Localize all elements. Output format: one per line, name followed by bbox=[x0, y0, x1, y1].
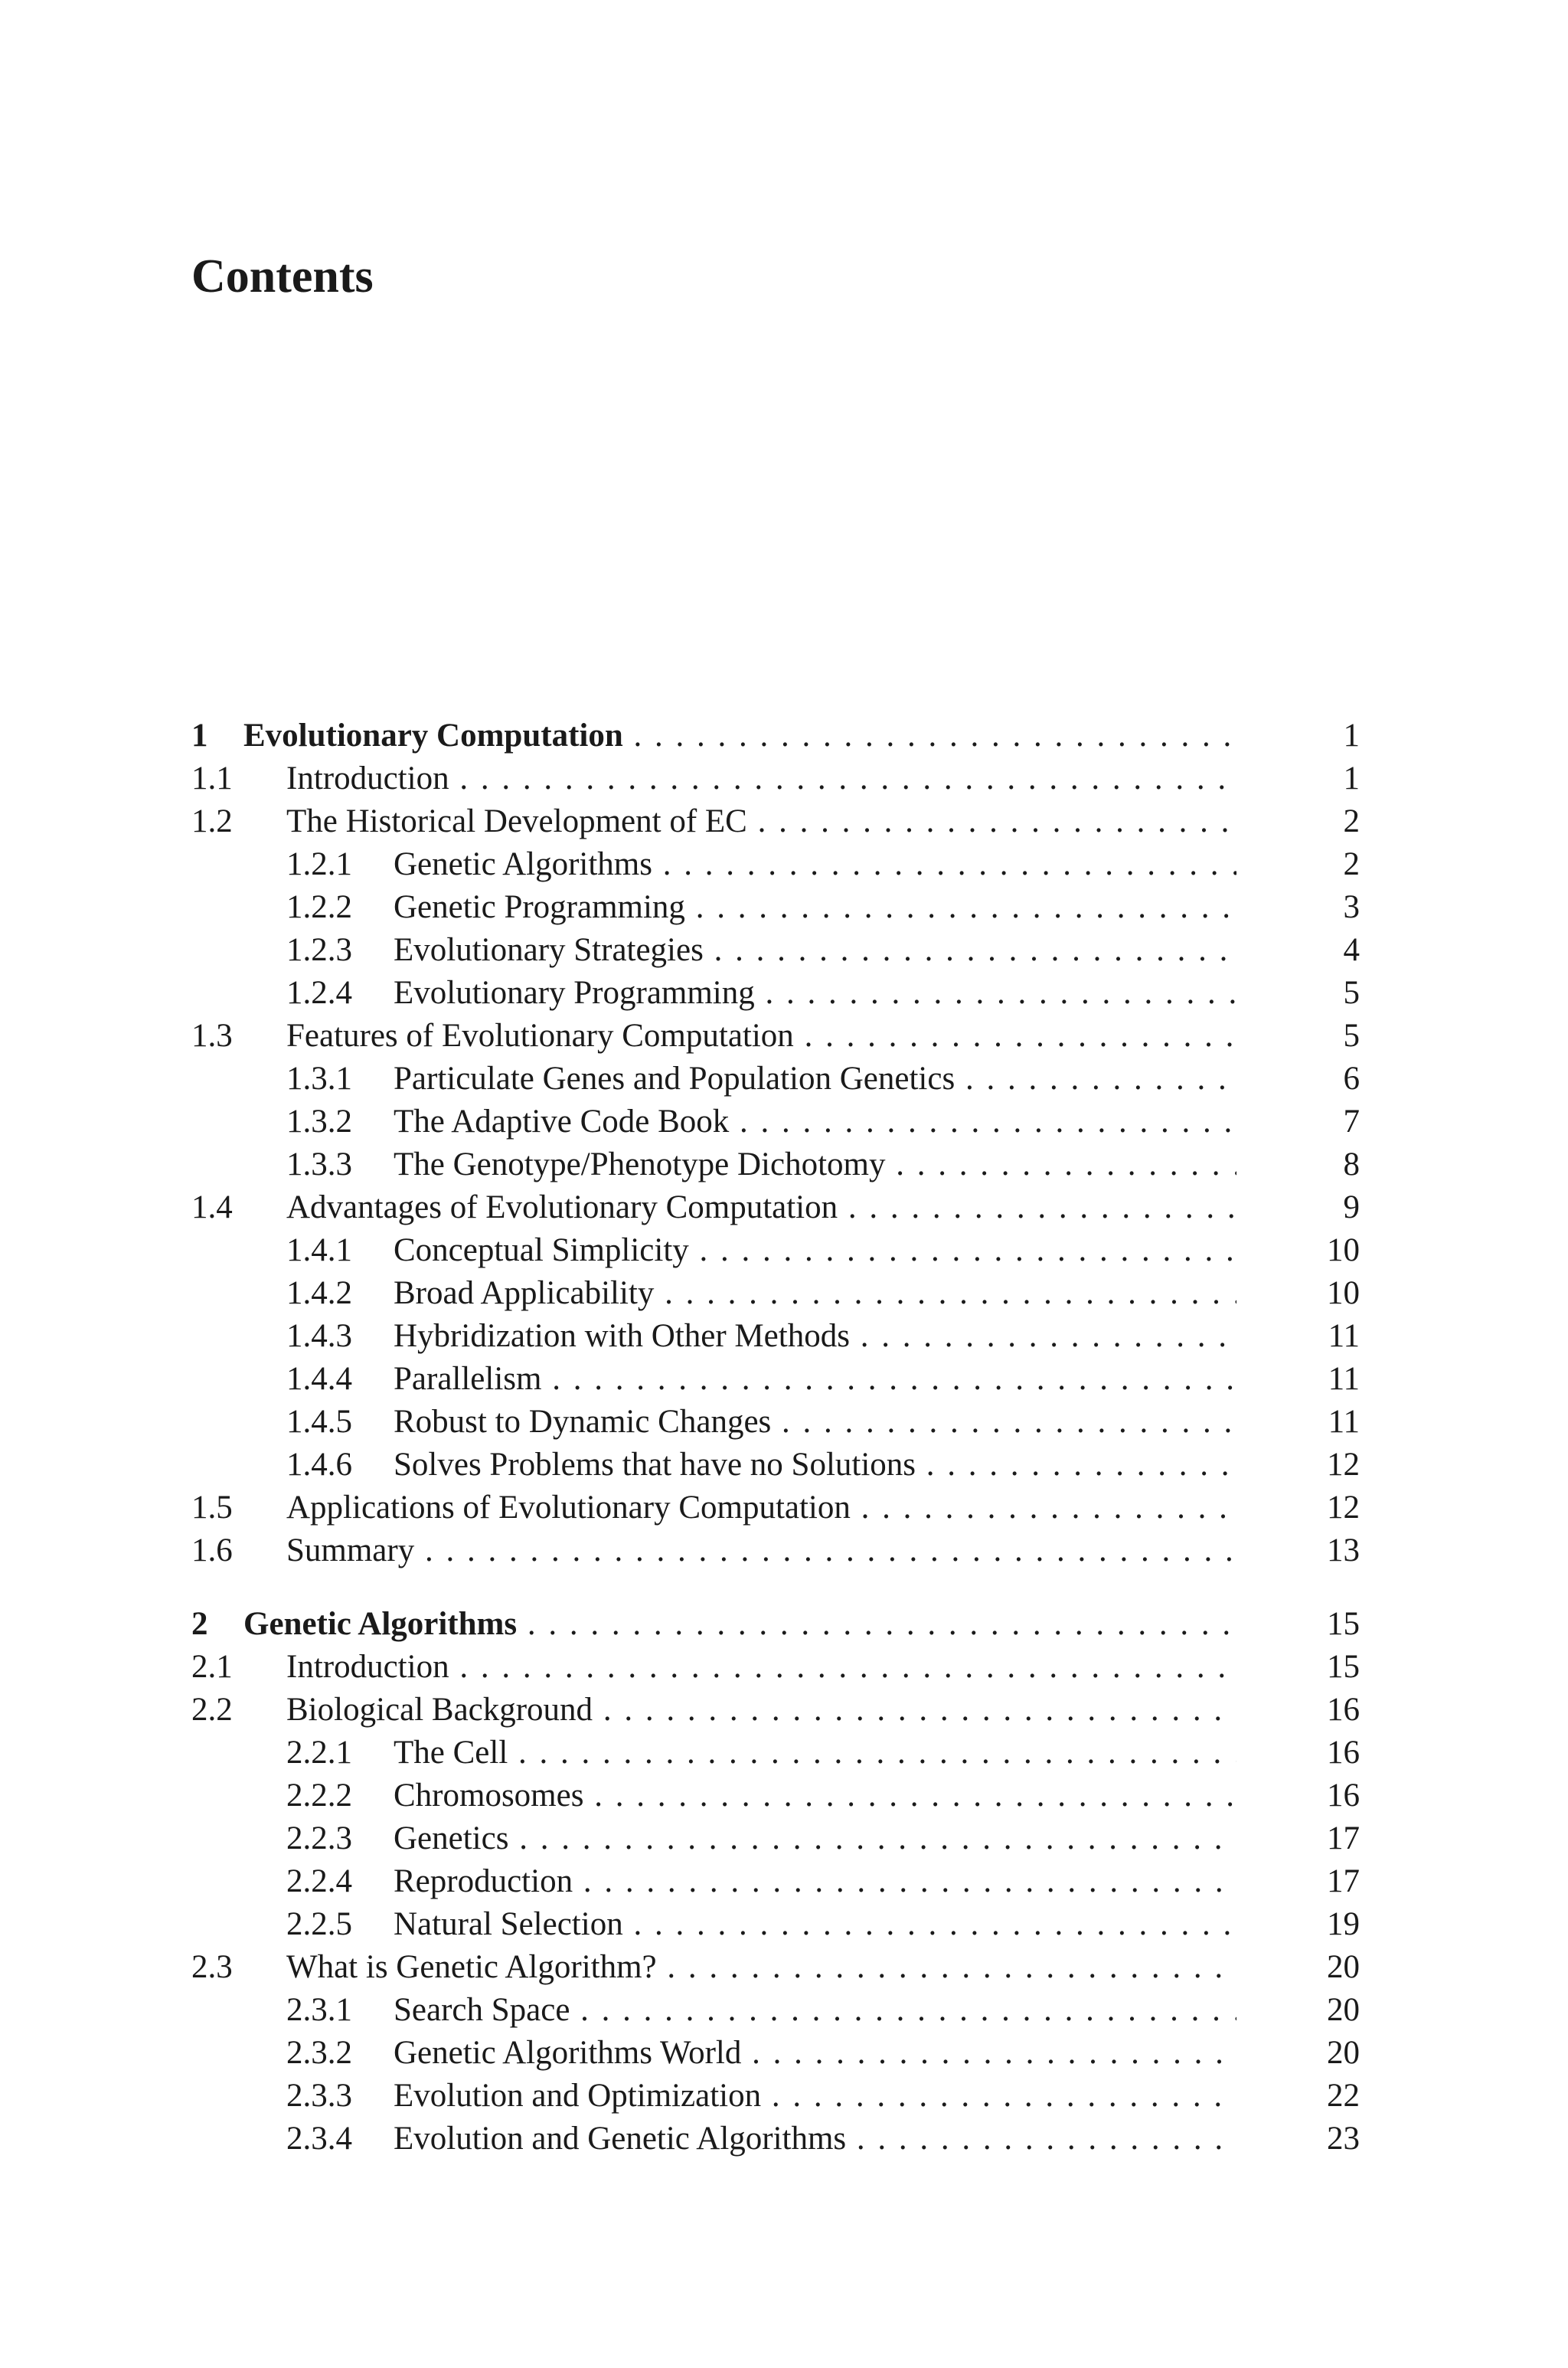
toc-subsection-row[interactable] bbox=[191, 929, 1370, 972]
toc-entry-title: Summary bbox=[286, 1532, 415, 1568]
toc-entry-leader bbox=[394, 843, 1236, 886]
toc-page-number: 11 bbox=[1328, 1318, 1360, 1354]
toc-entry-leader bbox=[394, 1101, 1236, 1143]
toc-chapter bbox=[191, 1603, 1370, 2160]
toc-entry-title: Genetics bbox=[394, 1820, 509, 1856]
toc-entry-title: The Genotype/Phenotype Dichotomy bbox=[394, 1146, 886, 1182]
toc-entry-title: Evolutionary Computation bbox=[243, 718, 623, 754]
toc-entry-title: Introduction bbox=[286, 760, 449, 796]
toc-entry-number: 1.4.1 bbox=[286, 1232, 352, 1268]
toc-entry-leader bbox=[394, 1817, 1236, 1860]
toc-entry-leader bbox=[286, 1186, 1236, 1229]
toc-entry-leader bbox=[394, 1732, 1236, 1774]
toc-entry-number: 1.2.4 bbox=[286, 975, 352, 1011]
toc-section-row[interactable] bbox=[191, 1015, 1370, 1058]
toc-entry-number: 2.3.4 bbox=[286, 2121, 352, 2157]
toc-entry-number: 1.4.6 bbox=[286, 1447, 352, 1483]
toc-section-row[interactable] bbox=[191, 1946, 1370, 1989]
toc-entry-leader bbox=[286, 1529, 1236, 1572]
toc-entry-number: 1.3.2 bbox=[286, 1104, 352, 1140]
toc-entry-number: 1.4.4 bbox=[286, 1361, 352, 1397]
toc-page-number: 19 bbox=[1327, 1906, 1360, 1942]
toc-entry-title: Biological Background bbox=[286, 1692, 593, 1728]
toc-entry-leader bbox=[286, 1015, 1236, 1058]
toc-entry-number: 1.6 bbox=[191, 1532, 233, 1568]
toc-entry-title: Robust to Dynamic Changes bbox=[394, 1404, 772, 1440]
toc-page-number: 10 bbox=[1327, 1275, 1360, 1311]
toc-subsection-row[interactable] bbox=[191, 2032, 1370, 2075]
toc-entry-number: 2.3.2 bbox=[286, 2035, 352, 2071]
toc-entry-leader bbox=[394, 1143, 1236, 1186]
toc-entry-leader bbox=[286, 1487, 1236, 1529]
toc-page-number: 15 bbox=[1327, 1606, 1360, 1642]
toc-entry-number: 1.1 bbox=[191, 760, 233, 796]
toc-page-number: 16 bbox=[1327, 1778, 1360, 1814]
toc-entry-number: 1 bbox=[191, 718, 208, 754]
toc-subsection-row[interactable] bbox=[191, 1101, 1370, 1143]
toc-entry-title: Genetic Programming bbox=[394, 889, 685, 925]
toc-subsection-row[interactable] bbox=[191, 1315, 1370, 1358]
toc-entry-leader bbox=[286, 1689, 1236, 1732]
table-of-contents bbox=[191, 715, 1370, 2160]
toc-page-number: 16 bbox=[1327, 1692, 1360, 1728]
toc-entry-title: Applications of Evolutionary Computation bbox=[286, 1490, 851, 1526]
toc-page-number: 13 bbox=[1327, 1532, 1360, 1568]
toc-entry-number: 1.3.1 bbox=[286, 1061, 352, 1097]
toc-entry-number: 2.2.1 bbox=[286, 1735, 352, 1771]
toc-entry-leader bbox=[394, 1444, 1236, 1487]
toc-entry-leader bbox=[394, 1903, 1236, 1946]
toc-page-number: 15 bbox=[1327, 1649, 1360, 1685]
toc-entry-leader bbox=[394, 1401, 1236, 1444]
toc-entry-title: Genetic Algorithms bbox=[394, 846, 652, 882]
toc-page-number: 2 bbox=[1343, 846, 1360, 882]
toc-entry-number: 2.2.2 bbox=[286, 1778, 352, 1814]
toc-section-row[interactable] bbox=[191, 1646, 1370, 1689]
toc-entry-number: 2.3 bbox=[191, 1949, 233, 1985]
toc-entry-title: Features of Evolutionary Computation bbox=[286, 1018, 794, 1054]
toc-entry-number: 1.5 bbox=[191, 1490, 233, 1526]
page-title: Contents bbox=[191, 250, 374, 303]
toc-subsection-row[interactable] bbox=[191, 2075, 1370, 2118]
toc-entry-number: 1.4.5 bbox=[286, 1404, 352, 1440]
toc-entry-title: The Historical Development of EC bbox=[286, 803, 747, 839]
toc-page-number: 22 bbox=[1327, 2078, 1360, 2114]
toc-section-row[interactable] bbox=[191, 1186, 1370, 1229]
toc-subsection-row[interactable] bbox=[191, 1903, 1370, 1946]
toc-entry-title: Reproduction bbox=[394, 1863, 573, 1899]
toc-page-number: 12 bbox=[1327, 1447, 1360, 1483]
toc-entry-leader bbox=[394, 1058, 1236, 1101]
toc-page-number: 4 bbox=[1343, 932, 1360, 968]
toc-entry-title: Advantages of Evolutionary Computation bbox=[286, 1189, 838, 1225]
toc-entry-leader bbox=[394, 1272, 1236, 1315]
toc-page-number: 2 bbox=[1343, 803, 1360, 839]
toc-entry-title: Solves Problems that have no Solutions bbox=[394, 1447, 916, 1483]
toc-chapter-row[interactable] bbox=[191, 1603, 1370, 1646]
toc-chapter bbox=[191, 715, 1370, 1572]
toc-page-number: 10 bbox=[1327, 1232, 1360, 1268]
toc-subsection-row[interactable] bbox=[191, 1817, 1370, 1860]
toc-entry-number: 2.2.3 bbox=[286, 1820, 352, 1856]
toc-entry-leader bbox=[394, 2032, 1236, 2075]
toc-page-number: 1 bbox=[1343, 718, 1360, 754]
toc-subsection-row[interactable] bbox=[191, 1058, 1370, 1101]
toc-page-number: 3 bbox=[1343, 889, 1360, 925]
toc-entry-title: Chromosomes bbox=[394, 1778, 584, 1814]
toc-page-number: 7 bbox=[1343, 1104, 1360, 1140]
toc-subsection-row[interactable] bbox=[191, 1401, 1370, 1444]
toc-entry-leader bbox=[243, 715, 1236, 757]
toc-entry-number: 1.3.3 bbox=[286, 1146, 352, 1182]
toc-entry-title: Search Space bbox=[394, 1992, 570, 2028]
toc-entry-leader bbox=[286, 757, 1236, 800]
toc-entry-leader bbox=[394, 2075, 1236, 2118]
toc-subsection-row[interactable] bbox=[191, 1272, 1370, 1315]
toc-entry-number: 1.3 bbox=[191, 1018, 233, 1054]
toc-entry-number: 2.2.5 bbox=[286, 1906, 352, 1942]
toc-entry-number: 2.2 bbox=[191, 1692, 233, 1728]
toc-entry-number: 1.4.3 bbox=[286, 1318, 352, 1354]
toc-entry-leader bbox=[394, 1229, 1236, 1272]
toc-page-number: 20 bbox=[1327, 2035, 1360, 2071]
toc-page-number: 12 bbox=[1327, 1490, 1360, 1526]
toc-entry-title: The Cell bbox=[394, 1735, 508, 1771]
toc-page-number: 20 bbox=[1327, 1949, 1360, 1985]
toc-page-number: 5 bbox=[1343, 975, 1360, 1011]
toc-section-row[interactable] bbox=[191, 800, 1370, 843]
toc-entry-leader bbox=[394, 972, 1236, 1015]
toc-entry-number: 1.2.3 bbox=[286, 932, 352, 968]
toc-subsection-row[interactable] bbox=[191, 1358, 1370, 1401]
toc-subsection-row[interactable] bbox=[191, 1229, 1370, 1272]
toc-subsection-row[interactable] bbox=[191, 1774, 1370, 1817]
toc-subsection-row[interactable] bbox=[191, 886, 1370, 929]
toc-chapter-row[interactable] bbox=[191, 715, 1370, 757]
toc-page-number: 8 bbox=[1343, 1146, 1360, 1182]
toc-entry-leader bbox=[394, 929, 1236, 972]
toc-entry-number: 2.1 bbox=[191, 1649, 233, 1685]
toc-section-row[interactable] bbox=[191, 1529, 1370, 1572]
toc-entry-leader bbox=[394, 1860, 1236, 1903]
toc-page-number: 16 bbox=[1327, 1735, 1360, 1771]
toc-page-number: 1 bbox=[1343, 760, 1360, 796]
toc-section-row[interactable] bbox=[191, 1487, 1370, 1529]
toc-page-number: 9 bbox=[1343, 1189, 1360, 1225]
toc-page-number: 5 bbox=[1343, 1018, 1360, 1054]
toc-entry-title: Evolution and Genetic Algorithms bbox=[394, 2121, 847, 2157]
toc-entry-leader bbox=[243, 1603, 1236, 1646]
toc-entry-number: 2.2.4 bbox=[286, 1863, 352, 1899]
toc-subsection-row[interactable] bbox=[191, 843, 1370, 886]
toc-entry-number: 1.2.1 bbox=[286, 846, 352, 882]
toc-subsection-row[interactable] bbox=[191, 972, 1370, 1015]
toc-entry-title: Genetic Algorithms bbox=[243, 1606, 518, 1642]
toc-entry-title: Particulate Genes and Population Genetics bbox=[394, 1061, 956, 1097]
toc-entry-number: 1.4 bbox=[191, 1189, 233, 1225]
toc-section-row[interactable] bbox=[191, 757, 1370, 800]
toc-entry-title: What is Genetic Algorithm? bbox=[286, 1949, 657, 1985]
toc-subsection-row[interactable] bbox=[191, 2118, 1370, 2160]
toc-entry-title: Hybridization with Other Methods bbox=[394, 1318, 850, 1354]
toc-entry-number: 2.3.1 bbox=[286, 1992, 352, 2028]
toc-entry-number: 1.4.2 bbox=[286, 1275, 352, 1311]
toc-page-number: 23 bbox=[1327, 2121, 1360, 2157]
toc-subsection-row[interactable] bbox=[191, 1444, 1370, 1487]
toc-entry-title: Evolution and Optimization bbox=[394, 2078, 762, 2114]
toc-subsection-row[interactable] bbox=[191, 1732, 1370, 1774]
toc-section-row[interactable] bbox=[191, 1689, 1370, 1732]
toc-entry-leader bbox=[394, 1989, 1236, 2032]
toc-entry-title: Evolutionary Programming bbox=[394, 975, 755, 1011]
toc-entry-number: 1.2 bbox=[191, 803, 233, 839]
toc-subsection-row[interactable] bbox=[191, 1989, 1370, 2032]
toc-entry-number: 2 bbox=[191, 1606, 208, 1642]
toc-entry-title: Conceptual Simplicity bbox=[394, 1232, 689, 1268]
toc-entry-title: Genetic Algorithms World bbox=[394, 2035, 742, 2071]
toc-entry-title: Parallelism bbox=[394, 1361, 542, 1397]
toc-page-number: 20 bbox=[1327, 1992, 1360, 2028]
toc-entry-title: The Adaptive Code Book bbox=[394, 1104, 730, 1140]
toc-entry-number: 1.2.2 bbox=[286, 889, 352, 925]
toc-entry-leader bbox=[394, 1315, 1236, 1358]
toc-entry-title: Natural Selection bbox=[394, 1906, 623, 1942]
toc-page-number: 17 bbox=[1327, 1820, 1360, 1856]
toc-entry-leader bbox=[286, 1946, 1236, 1989]
toc-entry-title: Broad Applicability bbox=[394, 1275, 655, 1311]
toc-entry-leader bbox=[394, 1358, 1236, 1401]
toc-entry-leader bbox=[286, 800, 1236, 843]
toc-entry-title: Introduction bbox=[286, 1649, 449, 1685]
toc-subsection-row[interactable] bbox=[191, 1143, 1370, 1186]
toc-entry-leader bbox=[394, 886, 1236, 929]
toc-page-number: 6 bbox=[1343, 1061, 1360, 1097]
toc-page-number: 11 bbox=[1328, 1361, 1360, 1397]
toc-entry-leader bbox=[394, 2118, 1236, 2160]
toc-entry-number: 2.3.3 bbox=[286, 2078, 352, 2114]
toc-page-number: 11 bbox=[1328, 1404, 1360, 1440]
toc-entry-leader bbox=[394, 1774, 1236, 1817]
toc-page-number: 17 bbox=[1327, 1863, 1360, 1899]
toc-entry-leader bbox=[286, 1646, 1236, 1689]
toc-entry-title: Evolutionary Strategies bbox=[394, 932, 704, 968]
toc-subsection-row[interactable] bbox=[191, 1860, 1370, 1903]
